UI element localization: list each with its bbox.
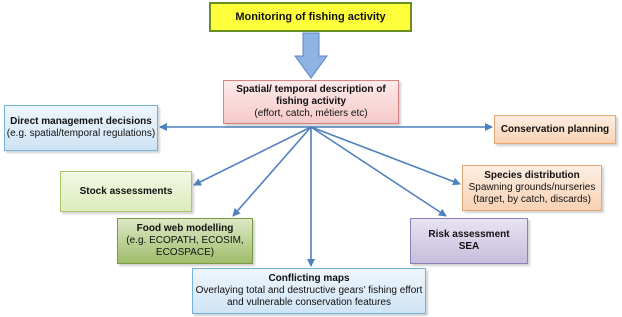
food-web-modelling-box [117, 218, 253, 264]
species-line1: Spawning grounds/nurseries [468, 182, 596, 193]
monitoring-title: Monitoring of fishing activity [235, 11, 386, 23]
monitoring-title-box [209, 2, 412, 32]
conflicting-maps-box [192, 268, 426, 314]
species-line2: (target, by catch, discards) [473, 194, 591, 205]
direct-title: Direct management decisions [10, 116, 152, 127]
conflict-title: Conflicting maps [268, 273, 350, 284]
conservation-title: Conservation planning [500, 123, 610, 135]
stock-title: Stock assessments [79, 185, 173, 197]
conservation-planning-box [494, 115, 616, 144]
food-title: Food web modelling [136, 223, 234, 234]
species-title: Species distribution [484, 170, 580, 181]
direct-subtitle: (e.g. spatial/temporal regulations) [6, 128, 156, 139]
risk-subtitle: SEA [458, 241, 480, 252]
arrow-to-stock [194, 127, 311, 185]
direct-management-box [4, 105, 158, 151]
stock-assessments-box [60, 171, 192, 212]
conflict-line1: Overlaying total and destructive gears’ fishing effort [195, 285, 423, 296]
down-arrow [295, 33, 327, 78]
food-subtitle: (e.g. ECOPATH, ECOSIM, ECOSPACE) [126, 235, 244, 258]
species-distribution-box [462, 165, 602, 211]
conflict-line2: and vulnerable conservation features [227, 297, 391, 308]
spatial-title: Spatial/ temporal description of fishing activity [236, 84, 386, 107]
spatial-temporal-box [223, 80, 399, 124]
spatial-subtitle: (effort, catch, métiers etc) [254, 108, 368, 119]
risk-assessment-box [410, 218, 528, 264]
risk-title: Risk assessment [428, 229, 510, 240]
arrow-to-food [233, 127, 311, 216]
